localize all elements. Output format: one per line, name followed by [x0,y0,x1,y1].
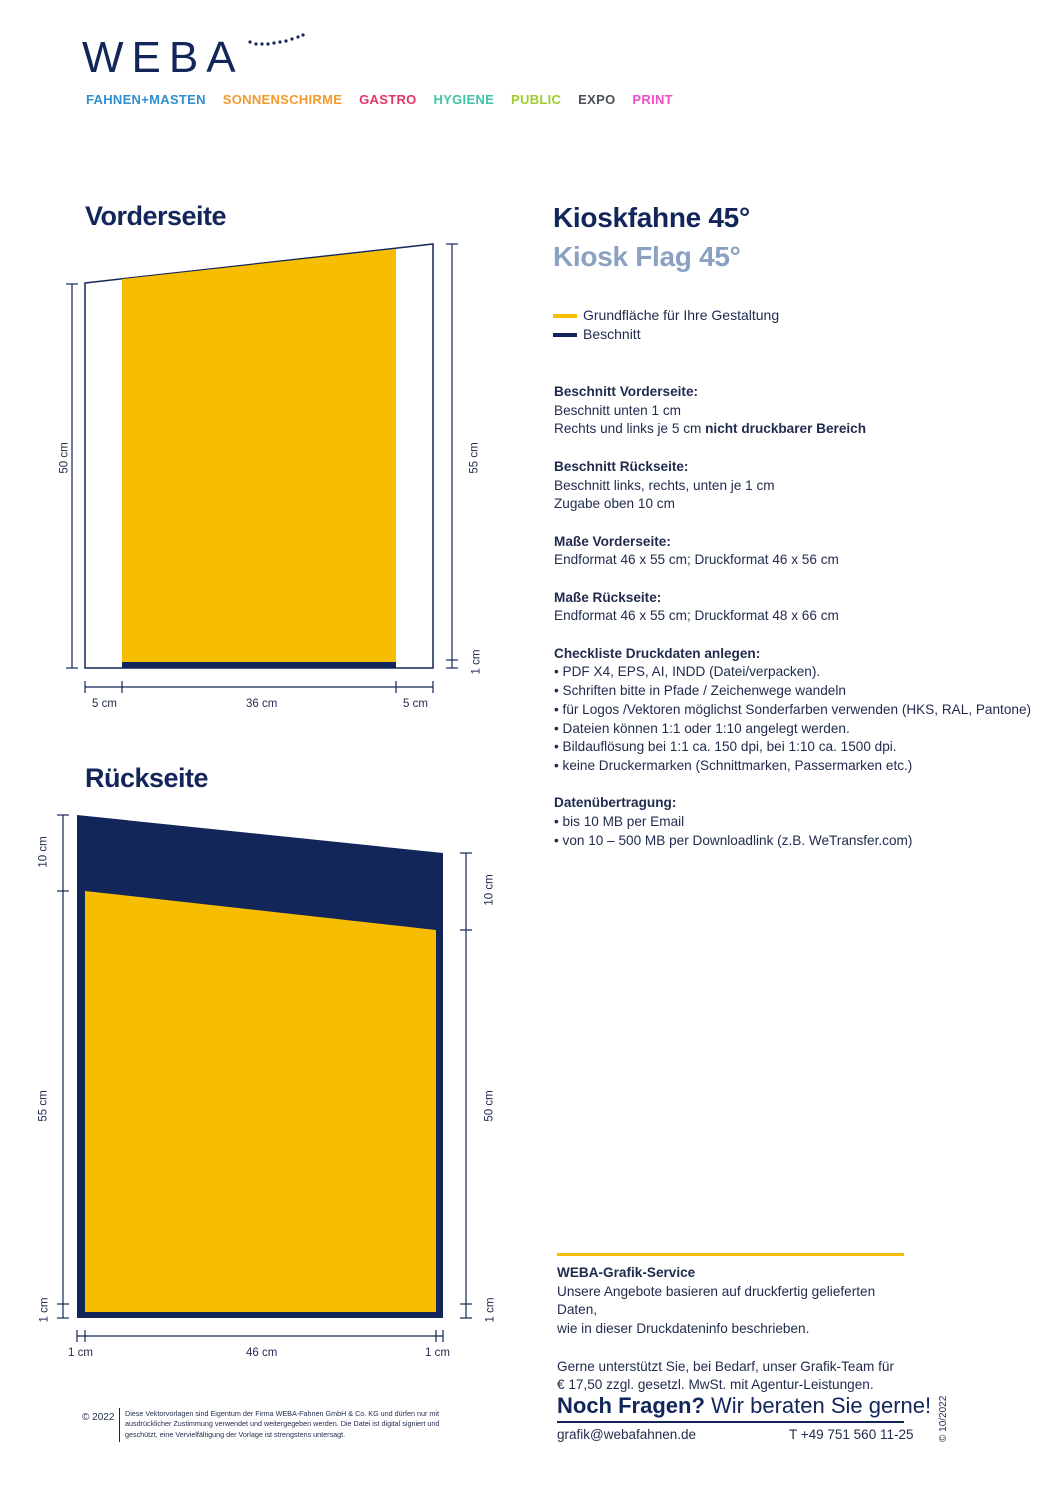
transfer-block: Datenübertragung: • bis 10 MB per Email • von 10 – 500 MB per Downloadlink (z.B. WeTransfer.com) [554,794,1034,850]
back-bottom-dimension [77,1330,443,1342]
back-left-dimension [57,815,69,1318]
back-label-right-bottom: 1 cm [484,1297,497,1323]
contact-divider [557,1421,904,1423]
front-left-dimension [66,284,78,668]
nav-item[interactable]: GASTRO [359,92,417,107]
back-cut-block: Beschnitt Rückseite: Beschnitt links, rechts, unten je 1 cm Zugabe oben 10 cm [554,458,775,512]
back-label-left-bottom: 1 cm [38,1297,51,1323]
front-label-right-height: 55 cm [468,442,481,474]
back-design-area [85,891,436,1312]
front-right-dimension [446,244,458,668]
front-label-margin-left: 5 cm [92,698,117,710]
transfer-item: • von 10 – 500 MB per Downloadlink (z.B. WeTransfer.com) [554,832,913,848]
front-label-bottom-cut: 1 cm [470,649,483,675]
front-design-area [122,249,396,662]
front-heading: Vorderseite [85,201,227,231]
front-bottom-cut [122,662,396,668]
copyright: © 2022 [82,1412,115,1423]
front-cut-block: Beschnitt Vorderseite: Beschnitt unten 1 cm Rechts und links je 5 cm nicht druckbarer Bereich [554,384,867,437]
legal-notice: Diese Vektorvorlagen sind Eigentum der Firma WEBA-Fahnen GmbH & Co. KG und dürfen nur mit ausdrücklicher Zustimmung verwendet und weitergegeben werden. Die Datei ist digital signiert und geschützt, eine Vervielfältigung der Vorlage ist strengstens untersagt. [125,1409,440,1439]
back-label-right-main: 50 cm [483,1090,496,1122]
service-divider [557,1253,904,1256]
legend-item-cut: Beschnitt [553,326,641,342]
document-date: © 10/2022 [938,1395,949,1442]
nav-item[interactable]: FAHNEN+MASTEN [86,92,206,107]
front-label-left-height: 50 cm [58,442,71,474]
back-label-bottom-left: 1 cm [68,1347,93,1359]
back-label-right-top: 10 cm [483,874,496,906]
front-dims-block: Maße Vorderseite: Endformat 46 x 55 cm; Druckformat 46 x 56 cm [554,533,839,568]
checklist-item: • für Logos /Vektoren möglichst Sonderfarben verwenden (HKS, RAL, Pantone) [554,701,1032,717]
checklist-item: • Bildauflösung bei 1:1 ca. 150 dpi, bei 1:10 ca. 1500 dpi. [554,739,897,755]
back-label-left-top: 10 cm [37,836,50,868]
transfer-item: • bis 10 MB per Email [554,814,685,830]
nav-item[interactable]: PRINT [632,92,673,107]
legend-swatch-yellow [553,314,577,318]
front-label-width: 36 cm [246,698,278,710]
weba-logo: WEBA [82,33,244,82]
nav-item[interactable]: SONNENSCHIRME [222,92,343,107]
contact-email[interactable]: grafik@webafahnen.de [557,1427,697,1442]
nav-item[interactable]: EXPO [578,92,616,107]
product-title-de: Kioskfahne 45° [553,202,750,233]
nav-item[interactable]: PUBLIC [511,92,562,107]
product-title-en: Kiosk Flag 45° [553,241,741,272]
checklist-item: • Dateien können 1:1 oder 1:10 angelegt werden. [554,720,850,736]
back-label-bottom-width: 46 cm [246,1347,278,1359]
checklist-block: Checkliste Druckdaten anlegen: • PDF X4, EPS, AI, INDD (Datei/verpacken). • Schriften bitte in Pfade / Zeichenwege wandeln • für Logos /Vektoren möglichst Sonderfarben verwenden (HKS, RAL, Pantone) • Dateien können 1:1 oder 1:10 angelegt werden. • Bildauflösung bei 1:1 ca. 150 dpi, bei 1:10 ca. 1500 dpi. • keine Druckermarken (Schnittmarken, Passermarken etc.) [554,645,1034,776]
legend-item-design: Grundfläche für Ihre Gestaltung [553,307,779,323]
checklist-item: • PDF X4, EPS, AI, INDD (Datei/verpacken). [554,664,821,680]
contact-headline: Noch Fragen? Wir beraten Sie gerne! [557,1393,932,1418]
checklist-item: • keine Druckermarken (Schnittmarken, Passermarken etc.) [554,758,913,773]
back-label-bottom-right: 1 cm [425,1347,450,1359]
print-info [554,383,1034,869]
contact-phone[interactable]: T +49 751 560 11-25 [789,1427,914,1442]
back-right-dimension [460,853,472,1318]
legend-swatch-navy [553,333,577,337]
back-dims-block: Maße Rückseite: Endformat 46 x 55 cm; Druckformat 48 x 66 cm [554,589,839,624]
back-heading: Rückseite [85,763,209,793]
grafik-service: WEBA-Grafik-Service Unsere Angebote basieren auf druckfertig gelieferten Daten, wie in dieser Druckdateninfo beschrieben. Gerne unterstützt Sie, bei Bedarf, unser Grafik-Team für € 17,50 zzgl. gesetzl. MwSt. mit Agentur-Leistungen. [557,1265,894,1393]
checklist-item: • Schriften bitte in Pfade / Zeichenwege wandeln [554,683,846,699]
nav-item[interactable]: HYGIENE [433,92,495,107]
legal-divider [119,1408,120,1442]
back-label-left-main: 55 cm [37,1090,50,1122]
front-label-margin-right: 5 cm [403,698,428,710]
front-bottom-dimension [85,681,433,693]
